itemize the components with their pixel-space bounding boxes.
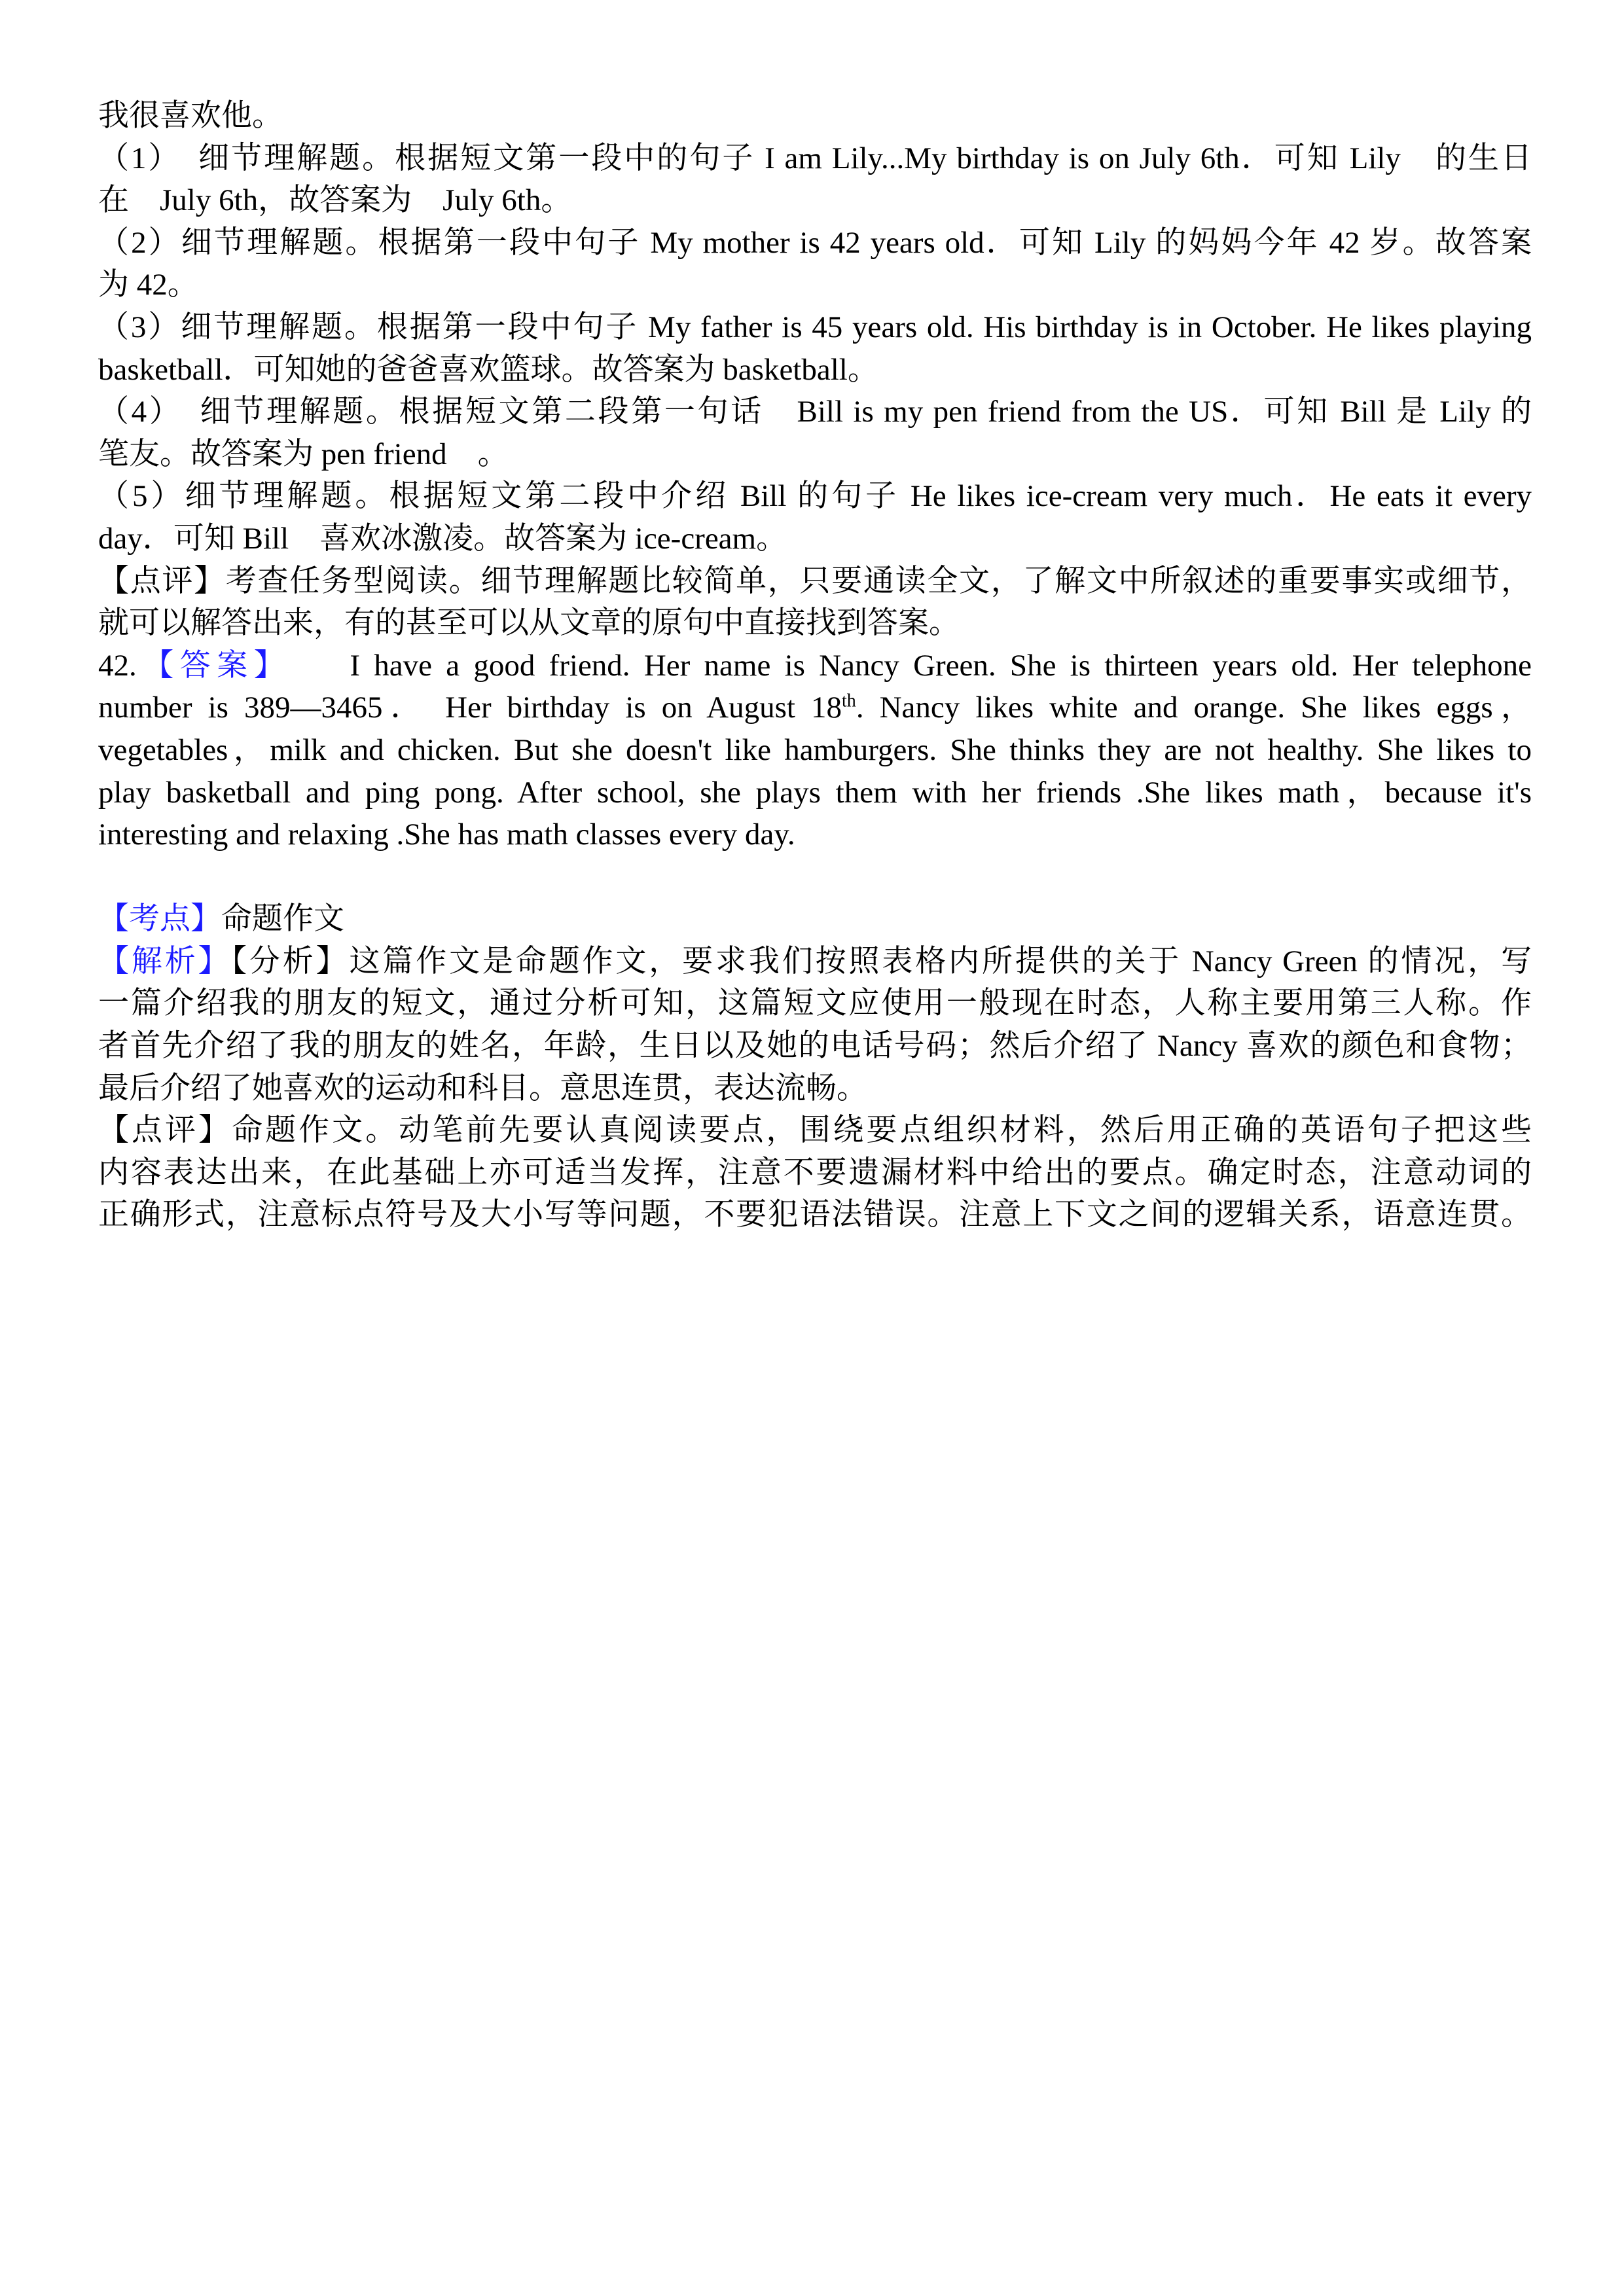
text-line: （1） 细节理解题。根据短文第一段中的句子 I am Lily...My birthday is on July 6th．可知 Lily 的生日: [98, 141, 1532, 175]
blank-line: [98, 856, 1532, 899]
ordinal-superscript: th: [842, 691, 856, 711]
jiexi-text: 【分析】这篇作文是命题作文，要求我们按照表格内所提供的关于 Nancy Green 的情况，写: [231, 944, 1532, 978]
dianping-line-3: 正确形式，注意标点符号及大小写等问题，不要犯语法错误。注意上下文之间的逻辑关系，语意连贯。: [98, 1198, 1532, 1232]
kaodian-text: 命题作文: [221, 902, 344, 937]
answer-line-1: [98, 645, 1532, 687]
answer-line-4: play basketball and ping pong. After school, she plays them with her friends .She likes math，because it's: [98, 775, 1532, 810]
text-line: 笔友。故答案为 pen friend 。: [98, 437, 509, 471]
answer-line-2: [98, 687, 1532, 729]
answer-line-5: interesting and relaxing .She has math classes every day.: [98, 817, 795, 852]
answer-text: number is 389—3465． Her birthday is on August 18: [98, 691, 842, 725]
text-line: （2）细节理解题。根据第一段中句子 My mother is 42 years old．可知 Lily 的妈妈今年 42 岁。故答案: [98, 225, 1532, 260]
text-line: basketball．可知她的爸爸喜欢篮球。故答案为 basketball。: [98, 352, 878, 387]
answer-tag: 【答案】: [136, 648, 291, 683]
dianping-line-1: 【点评】命题作文。动笔前先要认真阅读要点，围绕要点组织材料，然后用正确的英语句子把这些: [98, 1113, 1532, 1148]
review-line: 【点评】考查任务型阅读。细节理解题比较简单，只要通读全文，了解文中所叙述的重要事实或细节，: [98, 564, 1532, 598]
jiexi-tag: 【解析】: [98, 944, 232, 978]
text-line: day．可知 Bill 喜欢冰激凌。故答案为 ice-cream。: [98, 521, 787, 556]
text-line: （3）细节理解题。根据第一段中句子 My father is 45 years old. His birthday is in October. He likes playing: [98, 310, 1532, 344]
jiexi-line-1: [98, 941, 1532, 983]
answer-line-3: vegetables，milk and chicken. But she doesn't like hamburgers. She thinks they are not healthy. She likes to: [98, 732, 1532, 767]
jiexi-line-4: 最后介绍了她喜欢的运动和科目。意思连贯，表达流畅。: [98, 1071, 867, 1105]
dianping-line-2: 内容表达出来，在此基础上亦可适当发挥，注意不要遗漏材料中给出的要点。确定时态，注意动词的: [98, 1155, 1532, 1190]
answer-text: I have a good friend. Her name is Nancy Green. She is thirteen years old. Her telephone: [350, 648, 1532, 683]
document-page: [98, 95, 1532, 1236]
kaodian-tag: 【考点】: [98, 902, 221, 937]
question-number: 42.: [98, 648, 137, 683]
kaodian-line: [98, 898, 1532, 941]
text-line: 我很喜欢他。: [98, 99, 283, 133]
jiexi-line-3: 者首先介绍了我的朋友的姓名，年龄，生日以及她的电话号码；然后介绍了 Nancy 喜欢的颜色和食物；: [98, 1029, 1532, 1064]
text-line: 在 July 6th，故答案为 July 6th。: [98, 183, 572, 218]
text-line: 为 42。: [98, 268, 198, 302]
answer-text: . Nancy likes white and orange. She likes eggs，: [856, 691, 1532, 725]
review-line: 就可以解答出来，有的甚至可以从文章的原句中直接找到答案。: [98, 606, 960, 641]
text-line: （4） 细节理解题。根据短文第二段第一句话 Bill is my pen friend from the US．可知 Bill 是 Lily 的: [98, 395, 1532, 429]
jiexi-line-2: 一篇介绍我的朋友的短文，通过分析可知，这篇短文应使用一般现在时态，人称主要用第三人称。作: [98, 986, 1532, 1021]
text-line: （5）细节理解题。根据短文第二段中介绍 Bill 的句子 He likes ice-cream very much．He eats it every: [98, 479, 1532, 514]
